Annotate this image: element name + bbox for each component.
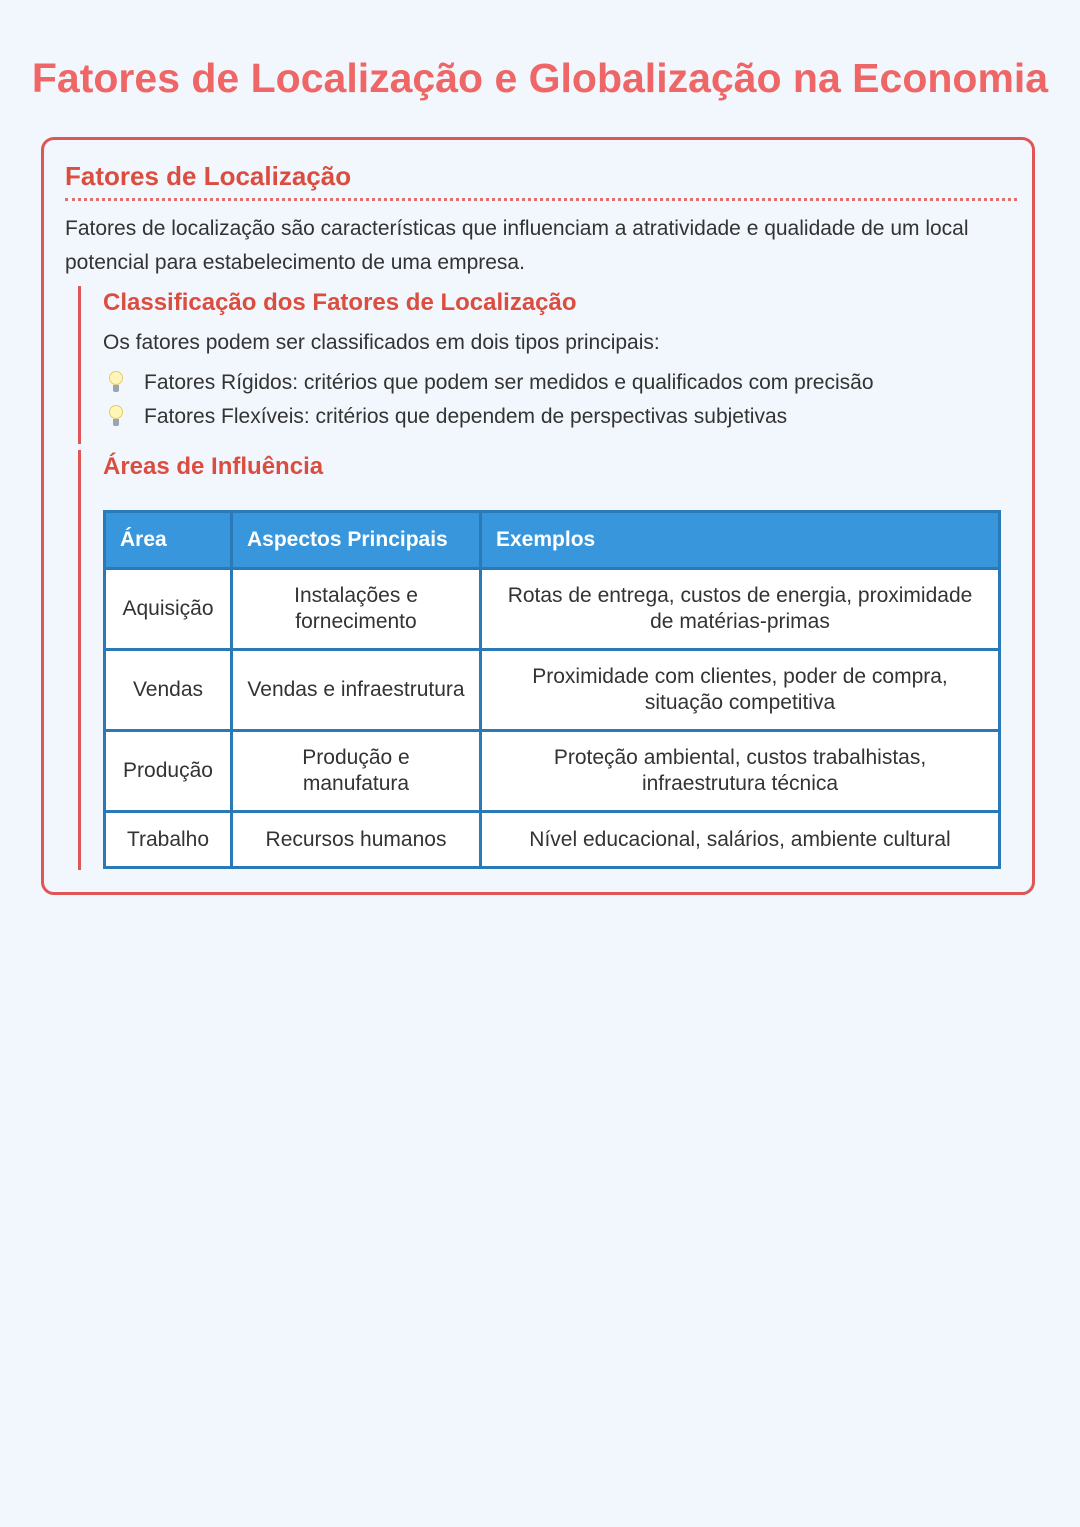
cell-examples: Rotas de entrega, custos de energia, proximidade de matérias-primas bbox=[481, 569, 1000, 650]
cell-examples: Proximidade com clientes, poder de compra, situação competitiva bbox=[481, 650, 1000, 731]
section-intro: Fatores de localização são características que influenciam a atratividade e qualidade de um local potencial para estabelecimento de uma empresa. bbox=[65, 217, 969, 274]
influence-table bbox=[103, 510, 1001, 869]
cell-examples: Nível educacional, salários, ambiente cultural bbox=[481, 812, 1000, 868]
column-header-area: Área bbox=[105, 512, 232, 569]
list-item bbox=[103, 400, 874, 434]
table-row bbox=[105, 650, 1000, 731]
page-title: Fatores de Localização e Globalização na Economia bbox=[31, 55, 1049, 101]
classification-text: Os fatores podem ser classificados em dois tipos principais: bbox=[103, 331, 660, 354]
section-heading: Fatores de Localização bbox=[65, 158, 1017, 201]
table-row bbox=[105, 731, 1000, 812]
lightbulb-icon bbox=[109, 405, 123, 429]
table-header-row bbox=[105, 512, 1000, 569]
cell-area: Trabalho bbox=[105, 812, 232, 868]
cell-aspects: Recursos humanos bbox=[232, 812, 481, 868]
cell-aspects: Vendas e infraestrutura bbox=[232, 650, 481, 731]
cell-aspects: Produção e manufatura bbox=[232, 731, 481, 812]
classification-subsection bbox=[78, 286, 874, 444]
classification-heading: Classificação dos Fatores de Localização bbox=[103, 289, 577, 316]
lightbulb-icon bbox=[109, 371, 123, 395]
influence-subsection bbox=[78, 450, 973, 870]
factor-label: Fatores Flexíveis: critérios que dependem de perspectivas subjetivas bbox=[144, 405, 788, 428]
cell-area: Aquisição bbox=[105, 569, 232, 650]
cell-area: Vendas bbox=[105, 650, 232, 731]
list-item bbox=[103, 366, 874, 400]
column-header-examples: Exemplos bbox=[481, 512, 1000, 569]
table-row bbox=[105, 812, 1000, 868]
table-row bbox=[105, 569, 1000, 650]
content-card bbox=[41, 137, 1035, 895]
cell-examples: Proteção ambiental, custos trabalhistas, infraestrutura técnica bbox=[481, 731, 1000, 812]
influence-heading: Áreas de Influência bbox=[103, 453, 324, 480]
factor-label: Fatores Rígidos: critérios que podem ser medidos e qualificados com precisão bbox=[144, 371, 874, 394]
cell-area: Produção bbox=[105, 731, 232, 812]
factor-list bbox=[103, 366, 874, 434]
cell-aspects: Instalações e fornecimento bbox=[232, 569, 481, 650]
column-header-aspects: Aspectos Principais bbox=[232, 512, 481, 569]
